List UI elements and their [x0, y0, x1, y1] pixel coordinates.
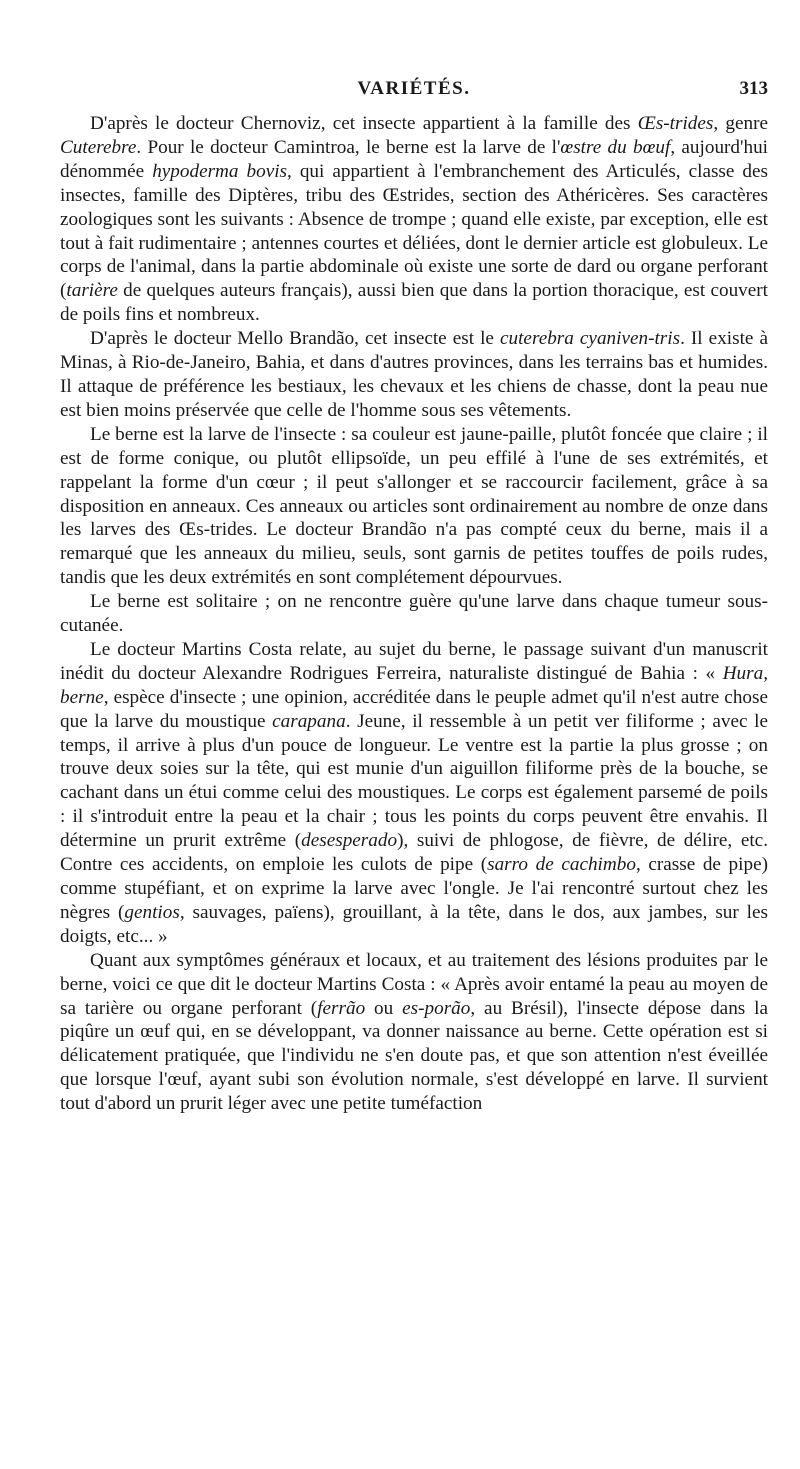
text-run: Le docteur Martins Costa relate, au sujet du berne, le passage suivant d'un manuscrit inédit du docteur Alexandre Rodrigues Ferreira, naturaliste distingué de Bahia : « [60, 638, 768, 684]
italic-text: sarro de cachimbo [487, 854, 636, 876]
paragraph [60, 112, 768, 327]
text-run: . Pour le docteur Camintroa, le berne est la larve de l' [136, 136, 561, 158]
paragraph [60, 590, 768, 638]
italic-text: gentios [124, 901, 180, 923]
italic-text: es-porão [402, 997, 471, 1019]
italic-text: hypoderma bovis [152, 160, 288, 182]
italic-text: cuterebra cyaniven-tris [499, 328, 681, 350]
text-run: Le berne est la larve de l'insecte : sa couleur est jaune-paille, plutôt foncée que claire ; il est de forme conique, ou plutôt ellipsoïde, un peu effilé à l'une de ses extrémités, et rappelant la forme d'un cœur ; il peut s'allonger et se raccourcir facilement, grâce à sa disposition en anneaux. Ces anneaux ou articles sont ordinairement au nombre de onze dans les larves des Œs-trides. Le docteur Brandão n'a pas compté ceux du berne, mais il a remarqué que les anneaux du milieu, seuls, sont garnis de petites touffes de poils rudes, tandis que les deux extrémités en sont complétement dépourvues. [60, 423, 768, 589]
italic-text: Cuterebre [60, 136, 137, 158]
page-number: 313 [739, 78, 768, 99]
text-run: D'après le docteur Chernoviz, cet insecte appartient à la famille des [90, 113, 638, 134]
text-run: Quant aux symptômes généraux et locaux, et au traitement des lésions produites par le berne, voici ce que dit le docteur Martins Costa : « Après avoir entamé la peau au moyen de sa tarière ou organe perforant ( [60, 949, 768, 1019]
italic-text: Hura, berne [60, 662, 768, 708]
paragraph [60, 949, 768, 1116]
paragraph [60, 327, 768, 423]
text-run: , au Brésil), l'insecte dépose dans la piqûre un œuf qui, en se développant, va donner naissance au berne. Cette opération est si délicatement pratiquée, que l'individu ne s'en doute pas, et que son attention n'est éveillée que lorsque l'œuf, ayant subi son évolution normale, s'est développé en larve. Il survient tout d'abord un prurit léger avec une petite tuméfaction [60, 997, 768, 1115]
text-run: D'après le docteur Mello Brandão, cet insecte est le [90, 328, 500, 350]
text-run: Le berne est solitaire ; on ne rencontre guère qu'une larve dans chaque tumeur sous-cutanée. [60, 591, 768, 637]
text-run: , crasse de pipe) comme stupéfiant, et on exprime la larve avec l'ongle. Je l'ai rencontré surtout chez les nègres ( [60, 854, 768, 923]
text-run: . Il existe à Minas, à Rio-de-Janeiro, Bahia, et dans d'autres provinces, dans les terrains bas et humides. Il attaque de préférence les bestiaux, les chevaux et les chiens de chasse, dont la peau nue est bien moins préservée que celle de l'homme sous ses vêtements. [60, 328, 768, 421]
text-run: , espèce d'insecte ; une opinion, accréditée dans le peuple admet qu'il n'est autre chose que la larve du moustique [60, 686, 768, 732]
italic-text: œstre du bœuf [560, 136, 671, 158]
text-run: . Jeune, il ressemble à un petit ver filiforme ; avec le temps, il arrive à plus d'un pouce de longueur. Le ventre est la partie la plus grosse ; on trouve deux soies sur la tête, qui est munie d'un aiguillon filiforme près de la bouche, se cachant dans un étui comme celui des moustiques. Le corps est également parsemé de poils : il s'introduit entre la peau et la chair ; tous les points du corps peuvent être envahis. Il détermine un prurit extrême ( [60, 710, 768, 852]
body-text [60, 112, 768, 1116]
italic-text: ferrão [317, 997, 366, 1019]
italic-text: Œs-trides [637, 113, 714, 134]
running-title: VARIÉTÉS. [357, 78, 471, 99]
text-run: , genre [713, 113, 768, 134]
italic-text: carapana [272, 710, 346, 732]
text-run: , sauvages, païens), grouillant, à la tête, dans le dos, aux jambes, sur les doigts, etc... » [60, 901, 768, 947]
page-header [60, 78, 768, 112]
document-page [60, 78, 768, 1116]
text-run: ), suivi de phlogose, de fièvre, de délire, etc. Contre ces accidents, on emploie les culots de pipe ( [60, 830, 768, 876]
text-run: , aujourd'hui dénommée [60, 136, 768, 182]
text-run: de quelques auteurs français), aussi bien que dans la portion thoracique, est couvert de poils fins et nombreux. [60, 280, 768, 326]
italic-text: desesperado [301, 830, 398, 852]
text-run: , qui appartient à l'embranchement des Articulés, classe des insectes, famille des Diptères, tribu des Œstrides, section des Athéricères. Ses caractères zoologiques sont les suivants : Absence de trompe ; quand elle existe, par exception, elle est tout à fait rudimentaire ; antennes courtes et déliées, dont le dernier article est globuleux. Le corps de l'animal, dans la partie abdominale où existe une sorte de dard ou organe perforant ( [60, 160, 768, 302]
text-run: ou [365, 997, 403, 1019]
paragraph [60, 638, 768, 949]
paragraph [60, 423, 768, 590]
italic-text: tarière [66, 280, 118, 302]
